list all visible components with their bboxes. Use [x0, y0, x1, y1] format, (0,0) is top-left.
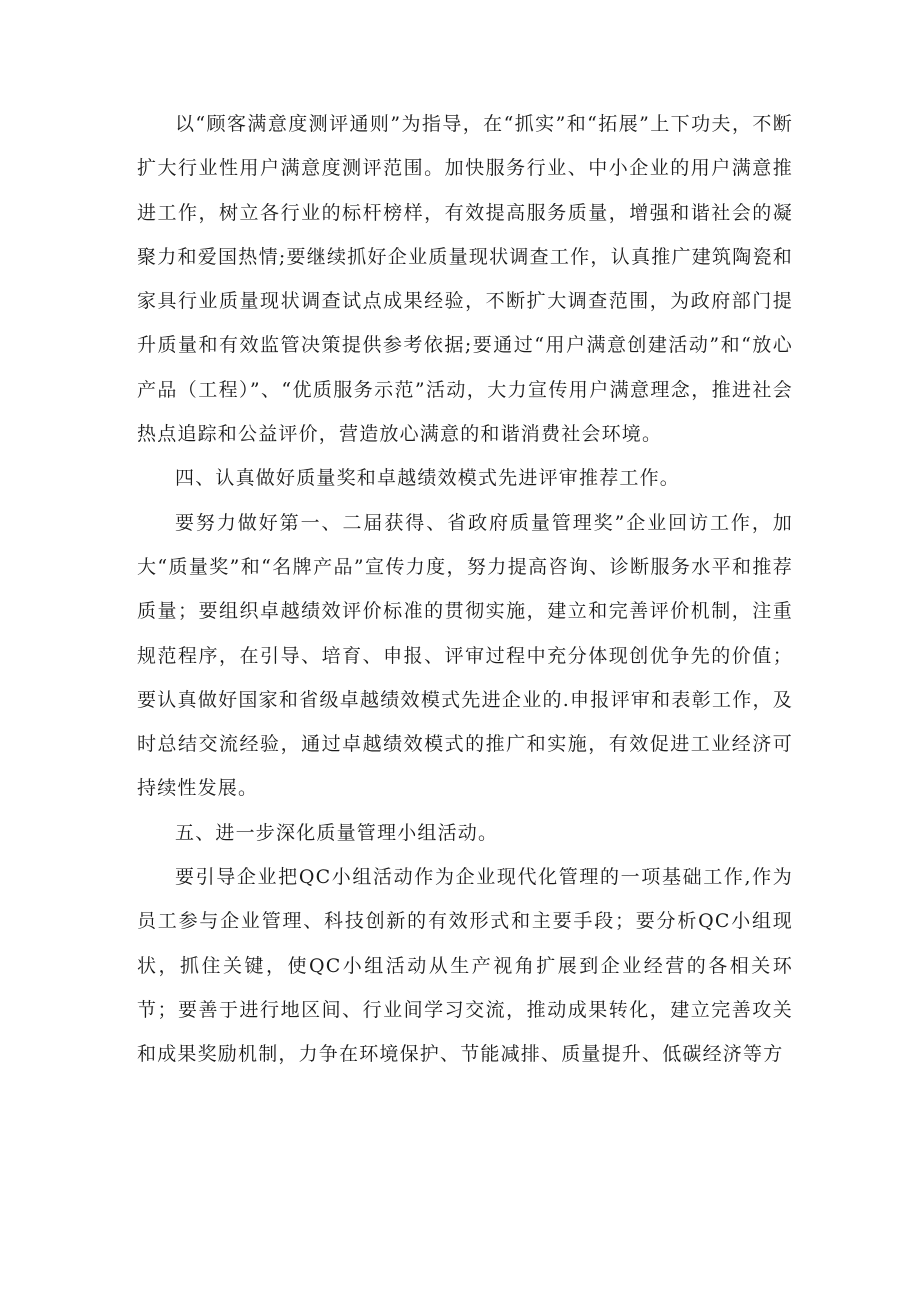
paragraph-qc-groups: 要引导企业把QC小组活动作为企业现代化管理的一项基础工作,作为员工参与企业管理、科技创新的有效形式和主要手段；要分析QC小组现状，抓住关键，使QC小组活动从生产视角扩展到企业经营的各相关环节；要善于进行地区间、行业间学习交流，推动成果转化，建立完善攻关和成果奖励机制，力争在环境保护、节能减排、质量提升、低碳经济等方	[137, 866, 793, 1066]
section-heading-qc-groups: 五、进一步深化质量管理小组活动。	[175, 821, 499, 844]
paragraph-quality-award: 要努力做好第一、二届获得、省政府质量管理奖”企业回访工作，加大“质量奖”和“名牌产品”宣传力度，努力提高咨询、诊断服务水平和推荐质量；要组织卓越绩效评价标准的贯彻实施，建立和完善评价机制，注重规范程序，在引导、培育、申报、评审过程中充分体现创优争先的价值；要认真做好国家和省级卓越绩效模式先进企业的.申报评审和表彰工作，及时总结交流经验，通过卓越绩效模式的推广和实施，有效促进工业经济可持续性发展。	[137, 511, 793, 800]
section-heading-quality-award: 四、认真做好质量奖和卓越绩效模式先进评审推荐工作。	[175, 467, 681, 490]
paragraph-customer-satisfaction: 以“顾客满意度测评通则”为指导，在“抓实”和“拓展”上下功夫，不断扩大行业性用户满意度测评范围。加快服务行业、中小企业的用户满意推进工作，树立各行业的标杆榜样，有效提高服务质量，增强和谐社会的凝聚力和爱国热情;要继续抓好企业质量现状调查工作，认真推广建筑陶瓷和家具行业质量现状调查试点成果经验，不断扩大调查范围，为政府部门提升质量和有效监管决策提供参考依据;要通过“用户满意创建活动”和“放心产品（工程）”、“优质服务示范”活动，大力宣传用户满意理念，推进社会热点追踪和公益评价，营造放心满意的和谐消费社会环境。	[137, 113, 793, 446]
document-body	[137, 102, 793, 1077]
